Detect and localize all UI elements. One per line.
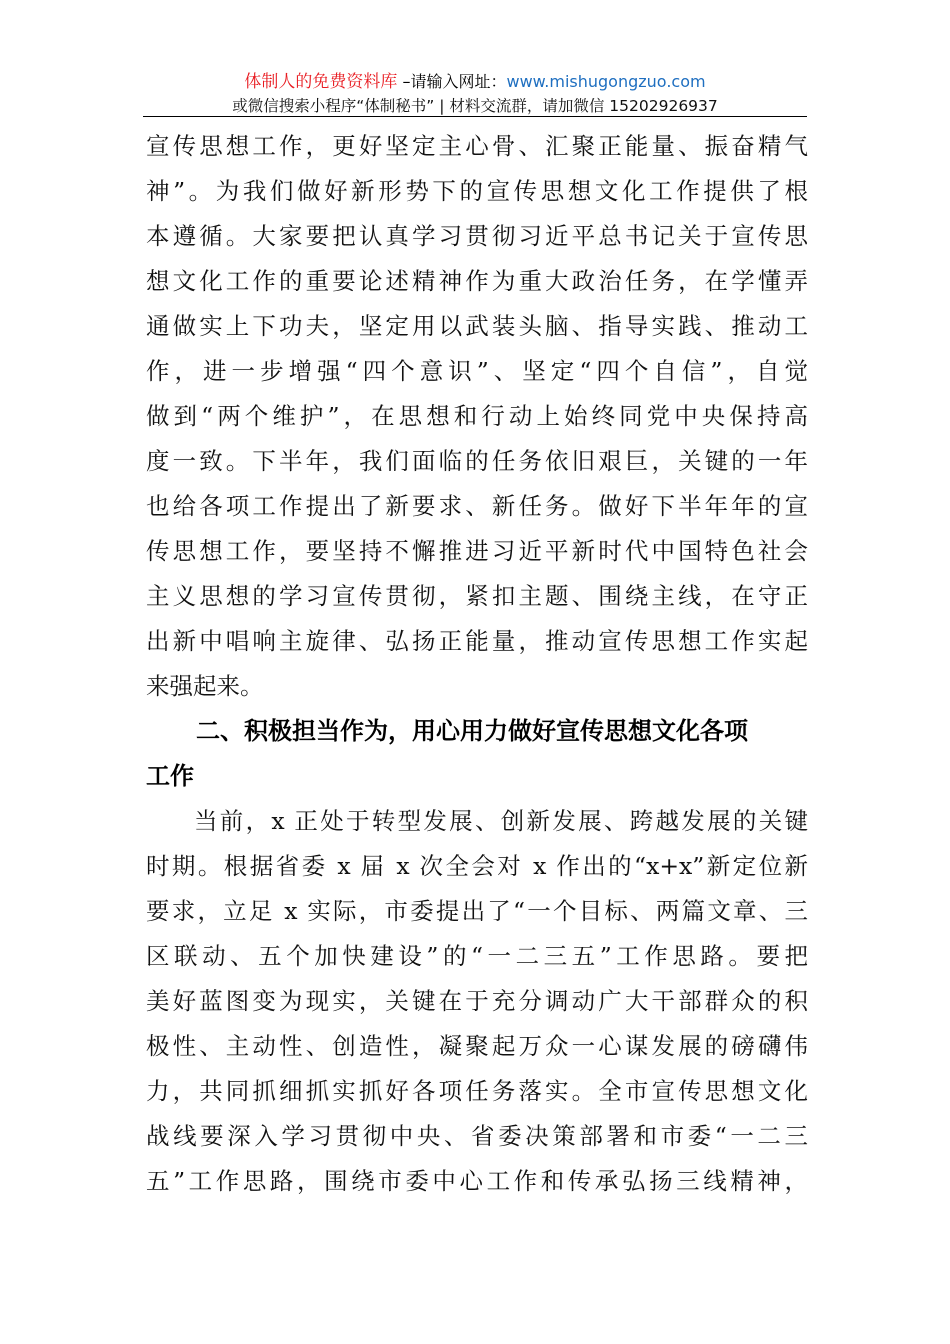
paragraph-1 bbox=[146, 124, 808, 709]
document-body bbox=[146, 124, 808, 1204]
header-url-link[interactable]: www.mishugongzuo.com bbox=[506, 72, 706, 91]
text-line: 想文化工作的重要论述精神作为重大政治任务，在学懂弄 bbox=[146, 267, 808, 295]
page-header bbox=[143, 70, 807, 118]
text-line: 美好蓝图变为现实，关键在于充分调动广大干部群众的积 bbox=[146, 987, 808, 1015]
text-line: 当前，x 正处于转型发展、创新发展、跨越发展的关键 bbox=[194, 807, 808, 835]
text-line: 通做实上下功夫，坚定用以武装头脑、指导实践、推动工 bbox=[146, 312, 808, 340]
text-line: 战线要深入学习贯彻中央、省委决策部署和市委“一二三 bbox=[146, 1122, 808, 1150]
text-line: 神”。为我们做好新形势下的宣传思想文化工作提供了根 bbox=[146, 177, 808, 205]
heading-line: 工作 bbox=[146, 762, 194, 790]
paragraph-2 bbox=[146, 799, 808, 1204]
text-line: 来强起来。 bbox=[146, 672, 264, 700]
text-line: 极性、主动性、创造性，凝聚起万众一心谋发展的磅礴伟 bbox=[146, 1032, 808, 1060]
text-line: 也给各项工作提出了新要求、新任务。做好下半年年的宣 bbox=[146, 492, 808, 520]
text-line: 本遵循。大家要把认真学习贯彻习近平总书记关于宣传思 bbox=[146, 222, 808, 250]
text-line: 五”工作思路，围绕市委中心工作和传承弘扬三线精神， bbox=[146, 1167, 808, 1195]
text-line: 出新中唱响主旋律、弘扬正能量，推动宣传思想工作实起 bbox=[146, 627, 808, 655]
text-line: 传思想工作，要坚持不懈推进习近平新时代中国特色社会 bbox=[146, 537, 808, 565]
text-line: 区联动、五个加快建设”的“一二三五”工作思路。要把 bbox=[146, 942, 808, 970]
header-divider bbox=[143, 116, 807, 117]
text-line: 力，共同抓细抓实抓好各项任务落实。全市宣传思想文化 bbox=[146, 1077, 808, 1105]
header-promo-line bbox=[143, 70, 807, 94]
header-wechat-line: 或微信搜索小程序“体制秘书” | 材料交流群，请加微信 15202926937 bbox=[232, 97, 718, 115]
text-line: 宣传思想工作，更好坚定主心骨、汇聚正能量、振奋精气 bbox=[146, 132, 808, 160]
heading-line: 二、积极担当作为，用心用力做好宣传思想文化各项 bbox=[196, 717, 748, 745]
section-heading bbox=[146, 709, 808, 799]
text-line: 度一致。下半年，我们面临的任务依旧艰巨，关键的一年 bbox=[146, 447, 808, 475]
text-line: 主义思想的学习宣传贯彻，紧扣主题、围绕主线，在守正 bbox=[146, 582, 808, 610]
header-brand: 体制人的免费资料库 bbox=[244, 72, 398, 92]
header-prompt: –请输入网址： bbox=[397, 72, 507, 91]
text-line: 作，进一步增强“四个意识”、坚定“四个自信”，自觉 bbox=[146, 357, 808, 385]
text-line: 要求，立足 x 实际，市委提出了“一个目标、两篇文章、三 bbox=[146, 897, 808, 925]
text-line: 做到“两个维护”，在思想和行动上始终同党中央保持高 bbox=[146, 402, 808, 430]
text-line: 时期。根据省委 x 届 x 次全会对 x 作出的“x+x”新定位新 bbox=[146, 852, 808, 880]
